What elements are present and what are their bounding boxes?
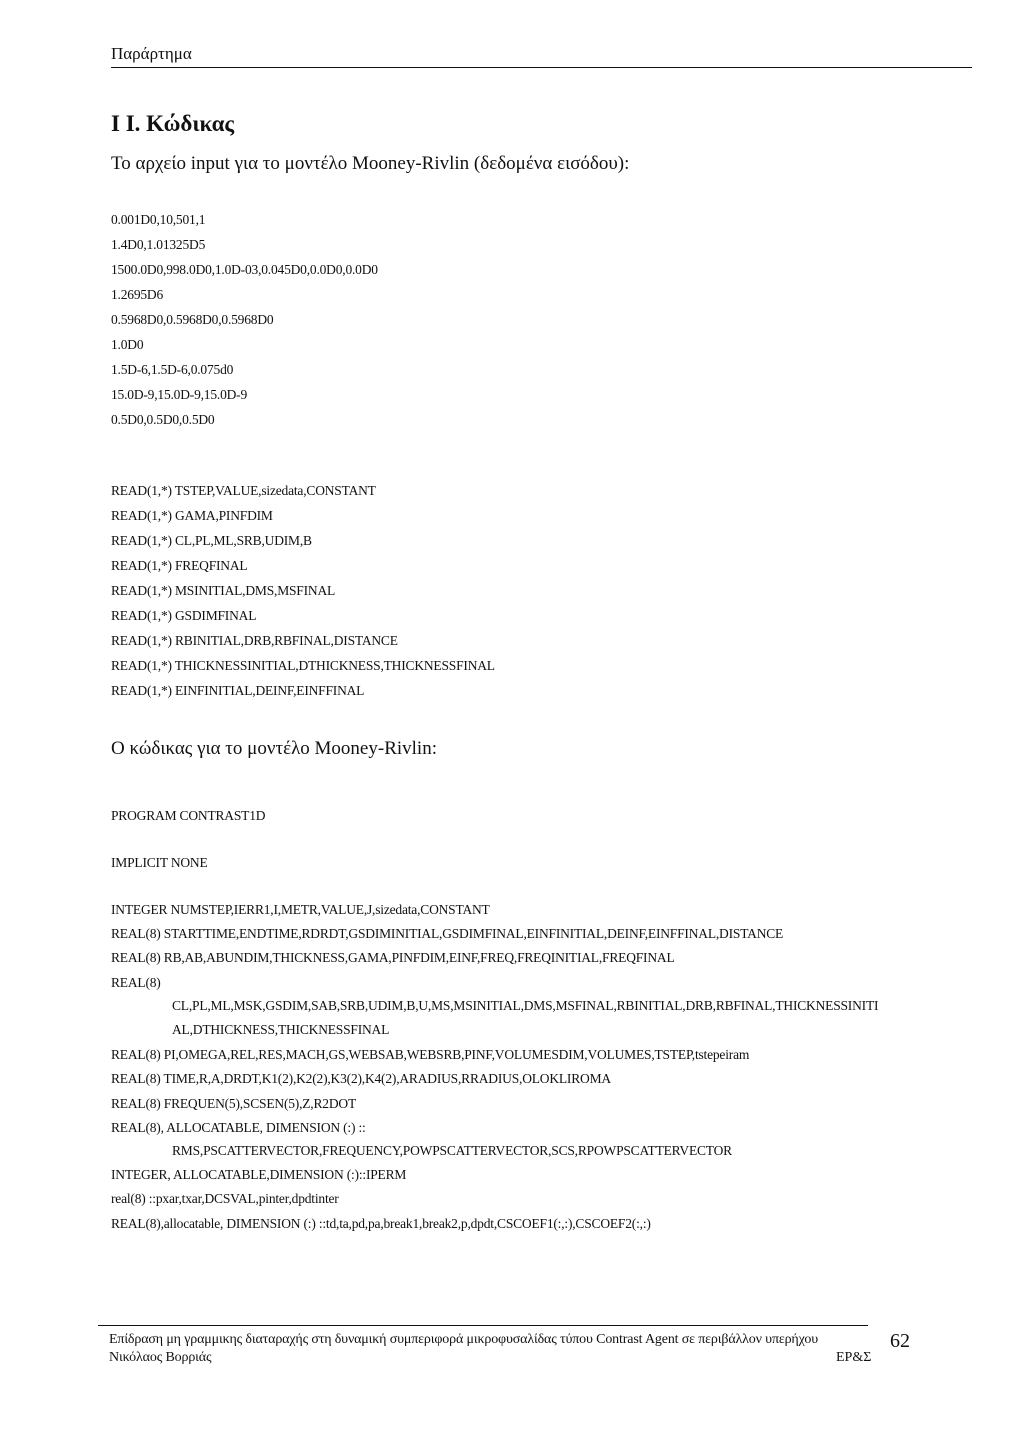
read-statement: READ(1,*) THICKNESSINITIAL,DTHICKNESS,THICKNESSFINAL: [111, 658, 495, 673]
header-rule: [111, 67, 972, 68]
declaration-line: REAL(8) FREQUEN(5),SCSEN(5),Z,R2DOT: [111, 1096, 356, 1111]
declaration-line: REAL(8),allocatable, DIMENSION (:) ::td,ta,pd,pa,break1,break2,p,dpdt,CSCOEF1(:,:),CSCOEF2(:,:): [111, 1216, 651, 1231]
read-statement: READ(1,*) GAMA,PINFDIM: [111, 508, 273, 523]
input-line: 1.4D0,1.01325D5: [111, 237, 206, 252]
read-statement: READ(1,*) RBINITIAL,DRB,RBFINAL,DISTANCE: [111, 633, 398, 648]
page-number: 62: [890, 1330, 910, 1352]
running-header: Παράρτημα: [111, 44, 192, 63]
declaration-line: CL,PL,ML,MSK,GSDIM,SAB,SRB,UDIM,B,U,MS,MSINITIAL,DMS,MSFINAL,RBINITIAL,DRB,RBFINAL,THICKNESSINITI: [172, 998, 879, 1013]
declaration-line: REAL(8) STARTTIME,ENDTIME,RDRDT,GSDIMINITIAL,GSDIMFINAL,EINFINITIAL,DEINF,EINFFINAL,DISTANCE: [111, 926, 784, 941]
read-statement: READ(1,*) FREQFINAL: [111, 558, 248, 573]
footer-department: ΕΡ&Σ: [836, 1350, 872, 1365]
declaration-line: REAL(8) PI,OMEGA,REL,RES,MACH,GS,WEBSAB,WEBSRB,PINF,VOLUMESDIM,VOLUMES,TSTEP,tstepeiram: [111, 1047, 750, 1062]
input-line: 1.5D-6,1.5D-6,0.075d0: [111, 362, 234, 377]
declaration-line: REAL(8), ALLOCATABLE, DIMENSION (:) ::: [111, 1120, 366, 1135]
read-statement: READ(1,*) MSINITIAL,DMS,MSFINAL: [111, 583, 336, 598]
input-line: 1.0D0: [111, 337, 144, 352]
program-statement: PROGRAM CONTRAST1D: [111, 808, 266, 823]
declaration-line: REAL(8) TIME,R,A,DRDT,K1(2),K2(2),K3(2),K4(2),ARADIUS,RRADIUS,OLOKLIROMA: [111, 1071, 611, 1086]
footer-rule: [98, 1325, 868, 1326]
footer-thesis-title: Επίδραση μη γραμμικης διαταραχής στη δυναμική συμπεριφορά μικροφυσαλίδας τύπου Contrast Agent σε περιβάλλον υπερήχου: [109, 1332, 818, 1347]
input-line: 15.0D-9,15.0D-9,15.0D-9: [111, 387, 248, 402]
implicit-statement: IMPLICIT NONE: [111, 855, 208, 870]
input-line: 0.001D0,10,501,1: [111, 212, 206, 227]
code-subheading: Ο κώδικας για το μοντέλο Mooney-Rivlin:: [111, 738, 437, 759]
declaration-line: INTEGER NUMSTEP,IERR1,I,METR,VALUE,J,sizedata,CONSTANT: [111, 902, 490, 917]
declaration-line: REAL(8): [111, 975, 161, 990]
input-line: 1.2695D6: [111, 287, 164, 302]
read-statement: READ(1,*) EINFINITIAL,DEINF,EINFFINAL: [111, 683, 365, 698]
input-file-intro: Το αρχείο input για το μοντέλο Mooney-Rivlin (δεδομένα εισόδου):: [111, 153, 630, 174]
declaration-line: INTEGER, ALLOCATABLE,DIMENSION (:)::IPERM: [111, 1167, 407, 1182]
declaration-line: REAL(8) RB,AB,ABUNDIM,THICKNESS,GAMA,PINFDIM,EINF,FREQ,FREQINITIAL,FREQFINAL: [111, 950, 675, 965]
footer-author: Νικόλαος Βορριάς: [109, 1350, 212, 1365]
section-title: I I. Κώδικας: [111, 111, 235, 136]
input-line: 0.5968D0,0.5968D0,0.5968D0: [111, 312, 274, 327]
read-statement: READ(1,*) TSTEP,VALUE,sizedata,CONSTANT: [111, 483, 376, 498]
declaration-line: RMS,PSCATTERVECTOR,FREQUENCY,POWPSCATTERVECTOR,SCS,RPOWPSCATTERVECTOR: [172, 1143, 732, 1158]
input-line: 1500.0D0,998.0D0,1.0D-03,0.045D0,0.0D0,0.0D0: [111, 262, 378, 277]
read-statement: READ(1,*) GSDIMFINAL: [111, 608, 257, 623]
declaration-line: real(8) ::pxar,txar,DCSVAL,pinter,dpdtinter: [111, 1191, 339, 1206]
input-line: 0.5D0,0.5D0,0.5D0: [111, 412, 215, 427]
read-statement: READ(1,*) CL,PL,ML,SRB,UDIM,B: [111, 533, 312, 548]
declaration-line: AL,DTHICKNESS,THICKNESSFINAL: [172, 1022, 390, 1037]
